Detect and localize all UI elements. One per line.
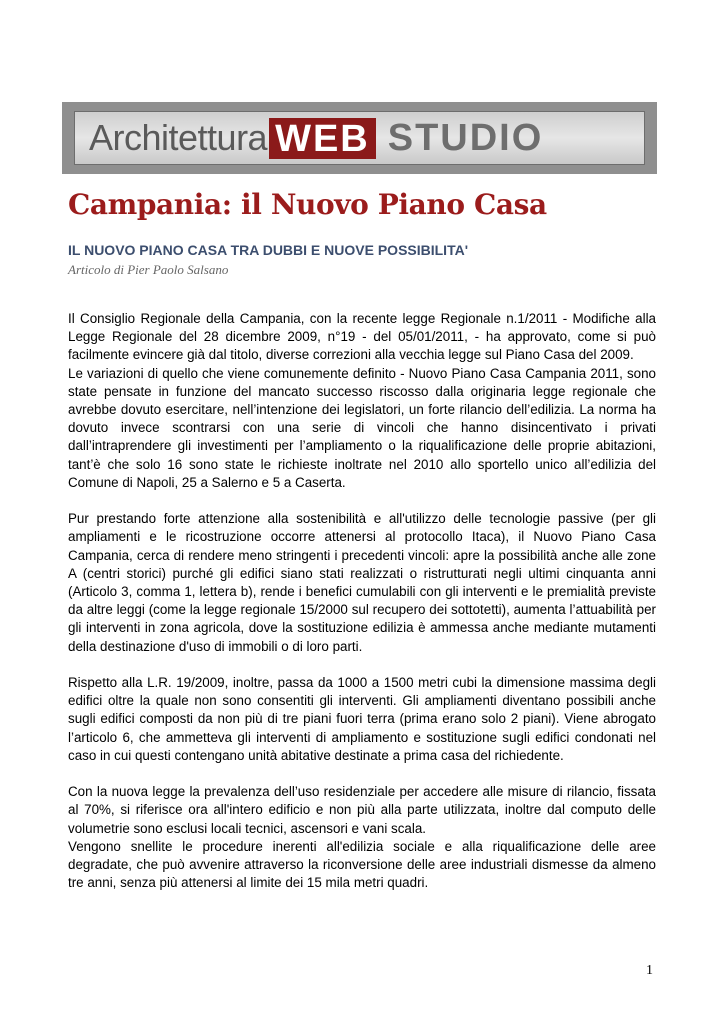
paragraph: Rispetto alla L.R. 19/2009, inoltre, passa da 1000 a 1500 metri cubi la dimensione massima degli edifici oltre la quale non sono consentiti gli interventi. Gli ampliamenti diventano possibili anche sugli edifici composti da non più di tre piani fuori terra (prima erano solo 2 piani). Viene abrogato l’articolo 6, che ammetteva gli interventi di ampliamento e sostituzione sugli edifici condonati nel caso in cui questi contengano unità abitative destinate a prima casa del richiedente. bbox=[68, 675, 656, 763]
article-body bbox=[68, 310, 656, 892]
logo-text-web: WEB bbox=[269, 118, 376, 159]
page-number: 1 bbox=[646, 963, 653, 978]
paragraph: Le variazioni di quello che viene comunemente definito - Nuovo Piano Casa Campania 2011, sono state pensate in funzione del mancato successo riscosso dalla originaria legge regionale che avrebbe dovuto esercitare, nell’intenzione dei legislatori, un forte rilancio dell’edilizia. La norma ha dovuto invece scontrarsi con una serie di vincoli che hanno disincentivato i privati dall’intraprendere gli investimenti per l’ampliamento o la riqualificazione delle proprie abitazioni, tant’è che solo 16 sono state le richieste inoltrate nel 2010 allo sportello unico all’edilizia del Comune di Napoli, 25 a Salerno e 5 a Caserta. bbox=[68, 365, 656, 490]
paragraph: Con la nuova legge la prevalenza dell’uso residenziale per accedere alle misure di rilancio, fissata al 70%, si riferisce ora all'intero edificio e non più alla parte utilizzata, inoltre dal computo delle volumetrie sono esclusi locali tecnici, ascensori e vani scala. bbox=[68, 784, 656, 836]
paragraph: Vengono snellite le procedure inerenti all'edilizia sociale e alla riqualificazione delle aree degradate, che può avvenire attraverso la riconversione delle aree industriali dismesse da almeno tre anni, senza più attenersi al limite dei 15 mila metri quadri. bbox=[68, 838, 656, 891]
logo-text-architettura: Architettura bbox=[89, 117, 268, 158]
site-banner bbox=[62, 102, 657, 174]
paragraph: Pur prestando forte attenzione alla sostenibilità e all'utilizzo delle tecnologie passive (per gli ampliamenti e le ricostruzione occorre attenersi al protocollo Itaca), il Nuovo Piano Casa Campania, cerca di rendere meno stringenti i precedenti vincoli: apre la possibilità anche alle zone A (centri storici) purché gli edifici siano stati realizzati o ristrutturati negli ultimi cinquanta anni (Articolo 3, comma 1, lettera b), rende i benefici cumulabili con gli interventi e le premialità previste da altre leggi (come la legge regionale 15/2000 sul recupero dei sottotetti), aumenta l’attuabilità per gli interventi in zona agricola, dove la sostituzione edilizia è ammessa anche mediante mutamenti della destinazione d'uso di immobili o di loro parti. bbox=[68, 511, 656, 654]
article-author: Articolo di Pier Paolo Salsano bbox=[68, 262, 229, 277]
page-title: Campania: il Nuovo Piano Casa bbox=[68, 188, 547, 221]
paragraph: Il Consiglio Regionale della Campania, con la recente legge Regionale n.1/2011 - Modifiche alla Legge Regionale del 28 dicembre 2009, n°19 - del 05/01/2011, - ha approvato, come si può facilmente evincere già dal titolo, diverse correzioni alla vecchia legge sul Piano Casa del 2009. bbox=[68, 311, 656, 363]
article-subtitle: IL NUOVO PIANO CASA TRA DUBBI E NUOVE POSSIBILITA' bbox=[68, 242, 469, 258]
banner-logo bbox=[74, 111, 645, 165]
logo-text-studio: STUDIO bbox=[387, 117, 544, 159]
